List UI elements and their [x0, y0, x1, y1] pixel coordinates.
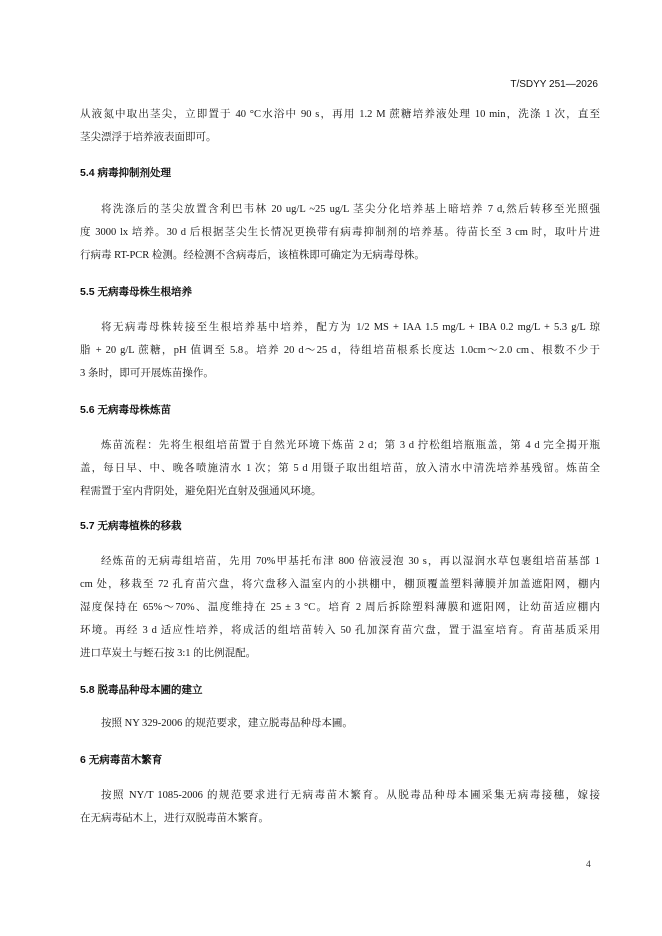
paragraph-line: 脂 + 20 g/L 蔗糖，pH 值调至 5.8。培养 20 d～25 d，待组培苗根系长度达 1.0cm～2.0 cm、根数不少于: [80, 345, 600, 356]
section-heading-5-8: 5.8 脱毒品种母本圃的建立: [80, 684, 203, 696]
section-heading-5-5: 5.5 无病毒母株生根培养: [80, 286, 193, 298]
paragraph-line: 行病毒 RT-PCR 检测。经检测不含病毒后，该植株即可确定为无病毒母株。: [80, 250, 425, 261]
section-heading-5-6: 5.6 无病毒母株炼苗: [80, 404, 172, 416]
paragraph-line: 3 条时，即可开展炼苗操作。: [80, 368, 214, 379]
page-number: 4: [586, 860, 591, 870]
paragraph-line: 程需置于室内背阴处，避免阳光直射及强通风环境。: [80, 486, 322, 497]
document-code: T/SDYY 251—2026: [510, 79, 598, 90]
paragraph-line: 炼苗流程：先将生根组培苗置于自然光环境下炼苗 2 d；第 3 d 拧松组培瓶瓶盖，第 4 d 完全揭开瓶: [101, 440, 600, 451]
paragraph-line: 盖，每日早、中、晚各喷施清水 1 次；第 5 d 用镊子取出组培苗，放入清水中清洗培养基残留。炼苗全: [80, 463, 600, 474]
paragraph-line: 按照 NY/T 1085-2006 的规范要求进行无病毒苗木繁育。从脱毒品种母本圃采集无病毒接穗，嫁接: [101, 790, 600, 801]
paragraph-line: 经炼苗的无病毒组培苗，先用 70%甲基托布津 800 倍液浸泡 30 s，再以湿润水草包裹组培苗基部 1: [101, 556, 600, 567]
section-heading-5-4: 5.4 病毒抑制剂处理: [80, 167, 172, 179]
paragraph-line: 从液氮中取出茎尖，立即置于 40 °C水浴中 90 s，再用 1.2 M 蔗糖培养液处理 10 min，洗涤 1 次，直至: [80, 109, 600, 120]
paragraph-line: 进口草炭土与蛭石按 3:1 的比例混配。: [80, 648, 257, 659]
section-heading-5-7: 5.7 无病毒植株的移栽: [80, 520, 182, 532]
paragraph-line: 将无病毒母株转接至生根培养基中培养，配方为 1/2 MS + IAA 1.5 mg/L + IBA 0.2 mg/L + 5.3 g/L 琼: [101, 322, 600, 333]
paragraph-line: 按照 NY 329-2006 的规范要求，建立脱毒品种母本圃。: [101, 718, 353, 729]
paragraph-line: 茎尖漂浮于培养液表面即可。: [80, 132, 217, 143]
section-heading-6: 6 无病毒苗木繁育: [80, 754, 163, 766]
paragraph-line: 环境。再经 3 d 适应性培养，将成活的组培苗转入 50 孔加深育苗穴盘，置于温室培育。育苗基质采用: [80, 625, 600, 636]
paragraph-line: 将洗涤后的茎尖放置含利巴韦林 20 ug/L ~25 ug/L 茎尖分化培养基上暗培养 7 d,然后转移至光照强: [101, 204, 600, 215]
paragraph-line: cm 处，移栽至 72 孔育苗穴盘，将穴盘移入温室内的小拱棚中，棚顶覆盖塑料薄膜并加盖遮阳网，棚内: [80, 579, 600, 590]
paragraph-line: 湿度保持在 65%～70%、温度维持在 25 ± 3 °C。培育 2 周后拆除塑料薄膜和遮阳网，让幼苗适应棚内: [80, 602, 600, 613]
paragraph-line: 度 3000 lx 培养。30 d 后根据茎尖生长情况更换带有病毒抑制剂的培养基。待苗长至 3 cm 时，取叶片进: [80, 227, 600, 238]
paragraph-line: 在无病毒砧木上，进行双脱毒苗木繁育。: [80, 813, 269, 824]
